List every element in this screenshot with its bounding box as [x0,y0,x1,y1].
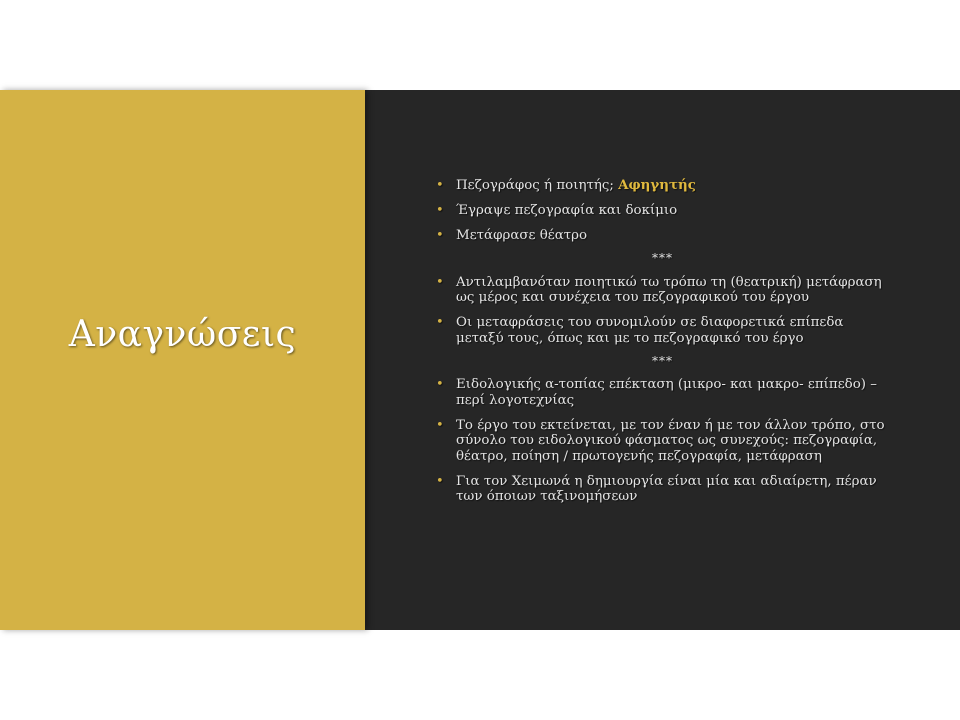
bullet-item [435,228,890,244]
separator: *** [652,251,673,265]
bullet-icon: • [436,274,444,290]
bullet-icon: • [436,473,444,489]
bullet-text: Αντιλαμβανόταν ποιητικώ τω τρόπω τη (θεατρική) μετάφραση ως μέρος και συνέχεια του πεζογραφικού του έργου [456,274,882,305]
bullet-icon: • [436,417,444,433]
bullet-item [435,203,890,219]
presentation-slide [0,90,960,630]
bullet-icon: • [436,377,444,392]
bullet-accent-text: Αφηγητής [618,177,696,193]
bullet-item [435,418,890,465]
bullet-list-1 [435,178,890,244]
bullet-text: Μετάφρασε θέατρο [456,228,588,243]
bullet-item [435,178,890,194]
bullet-item [435,315,890,346]
bullet-item [435,275,890,306]
bullet-text: Οι μεταφράσεις του συνομιλούν σε διαφορετικά επίπεδα μεταξύ τους, όπως και με το πεζογραφικό του έργο [456,315,844,346]
bullet-icon: • [436,315,444,330]
bullet-item [435,377,890,408]
slide-title: Αναγνώσεις [68,314,297,355]
bullet-icon: • [436,228,444,243]
bullet-list-3 [435,377,890,505]
bullet-icon: • [436,178,444,193]
bullet-content [435,178,890,514]
title-panel [0,90,365,630]
bullet-list-2 [435,275,890,347]
content-panel [365,90,960,630]
bullet-text: Ειδολογικής α-τοπίας επέκταση (μικρο- και μακρο- επίπεδο) – περί λογοτεχνίας [456,377,877,408]
bullet-text: Για τον Χειμωνά η δημιουργία είναι μία και αδιαίρετη, πέραν των όποιων ταξινομήσεων [456,473,877,504]
bullet-icon: • [436,203,444,218]
bullet-text: Πεζογράφος ή ποιητής; [456,178,619,193]
separator: *** [652,353,673,368]
bullet-item [435,474,890,505]
bullet-text: Το έργο του εκτείνεται, με τον έναν ή με τον άλλον τρόπο, στο σύνολο του ειδολογικού φάσματος ως συνεχούς: πεζογραφία, θέατρο, ποίηση / πρωτογενής πεζογραφία, μετάφραση [456,417,885,464]
bullet-text: Έγραψε πεζογραφία και δοκίμιο [456,203,678,218]
